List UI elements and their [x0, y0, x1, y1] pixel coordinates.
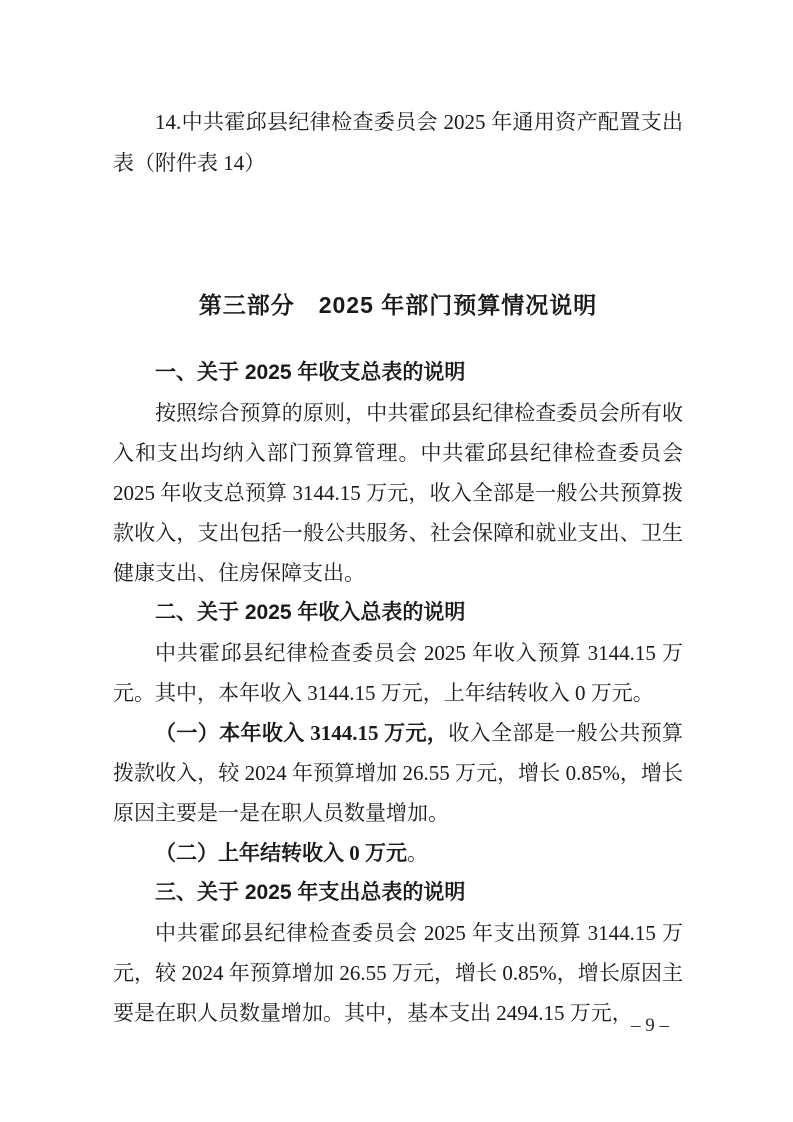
income-item-1: [113, 713, 683, 833]
section-1-heading: 一、关于 2025 年收支总表的说明: [155, 361, 466, 384]
page-number: – 9 –: [631, 1015, 669, 1036]
section-3-paragraph: 中共霍邱县纪律检查委员会 2025 年支出预算 3144.15 万元，较 2024 年预算增加 26.55 万元，增长 0.85%，增长原因主要是在职人员数量增加。其中，基本支出 2494.15 万元，: [113, 921, 683, 1025]
income-item-2: [113, 833, 683, 873]
section-2-paragraph: 中共霍邱县纪律检查委员会 2025 年收入预算 3144.15 万元。其中，本年收入 3144.15 万元，上年结转收入 0 万元。: [113, 641, 683, 705]
income-item-2-rest: 。: [407, 841, 428, 865]
part-three-heading: 第三部分 2025 年部门预算情况说明: [198, 292, 598, 318]
income-item-2-lead: （二）上年结转收入 0 万元: [155, 841, 407, 865]
attachment-list-item: 14.中共霍邱县纪律检查委员会 2025 年通用资产配置支出表（附件表 14）: [113, 110, 683, 175]
section-2-heading: 二、关于 2025 年收入总表的说明: [155, 601, 466, 624]
income-item-1-lead: （一）本年收入 3144.15 万元，: [155, 721, 449, 745]
document-body: [113, 353, 683, 1033]
section-3-heading: 三、关于 2025 年支出总表的说明: [155, 881, 466, 904]
section-1-paragraph: 按照综合预算的原则，中共霍邱县纪律检查委员会所有收入和支出均纳入部门预算管理。中共霍邱县纪律检查委员会 2025 年收支总预算 3144.15 万元，收入全部是一般公共预算拨款收入，支出包括一般公共服务、社会保障和就业支出、卫生健康支出、住房保障支出。: [113, 401, 683, 585]
income-item-1-rest: 收入全部是一般公共预算拨款收入，较 2024 年预算增加 26.55 万元，增长 0.85%，增长原因主要是一是在职人员数量增加。: [113, 721, 683, 825]
